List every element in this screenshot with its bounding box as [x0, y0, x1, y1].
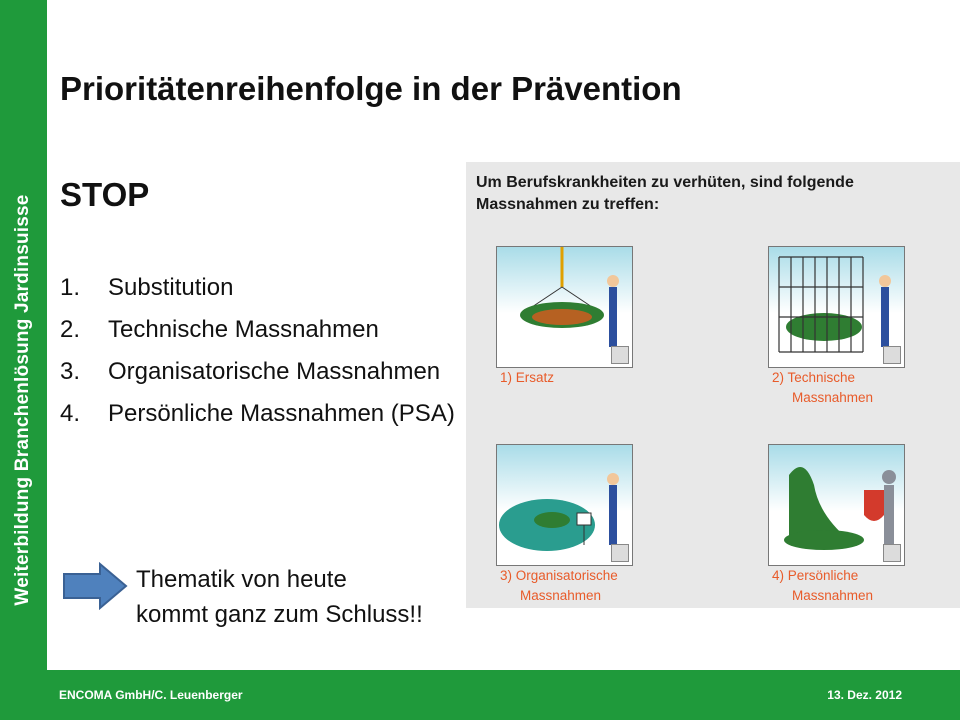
measures-list [60, 272, 455, 440]
zoom-icon[interactable] [883, 544, 901, 562]
list-item: 2. Technische Massnahmen [60, 316, 379, 343]
caption-substitution: 1) Ersatz [500, 370, 555, 385]
zoom-icon[interactable] [883, 346, 901, 364]
panel-organisational-image [496, 444, 633, 566]
footer-date: 13. Dez. 2012 [827, 688, 902, 702]
panel-personal-image [768, 444, 905, 566]
closing-note: Thematik von heute kommt ganz zum Schluss!! [136, 566, 423, 628]
caption-organisational: 3) Organisatorische Massnahmen [500, 568, 618, 603]
list-item: 3. Organisatorische Massnahmen [60, 358, 441, 385]
prevention-figure [466, 162, 960, 608]
arrow-right-icon [62, 562, 130, 610]
slide-title: Prioritätenreihenfolge in der Prävention [60, 70, 682, 107]
footer-author: ENCOMA GmbH/C. Leuenberger [59, 688, 243, 702]
panel-substitution-image [496, 246, 633, 368]
stop-heading: STOP [60, 176, 150, 213]
sidebar-title: Weiterbildung Branchenlösung Jardinsuisse [12, 194, 33, 606]
zoom-icon[interactable] [611, 544, 629, 562]
caption-personal: 4) Persönliche Massnahmen [772, 568, 874, 603]
caption-technical: 2) Technische Massnahmen [772, 370, 874, 405]
sidebar-band [0, 0, 47, 670]
panel-technical-image [768, 246, 905, 368]
figure-title: Um Berufskrankheiten zu verhüten, sind folgende Massnahmen zu treffen: [476, 174, 854, 213]
list-item: 4. Persönliche Massnahmen (PSA) [60, 400, 455, 427]
zoom-icon[interactable] [611, 346, 629, 364]
list-item: 1. Substitution [60, 274, 234, 301]
